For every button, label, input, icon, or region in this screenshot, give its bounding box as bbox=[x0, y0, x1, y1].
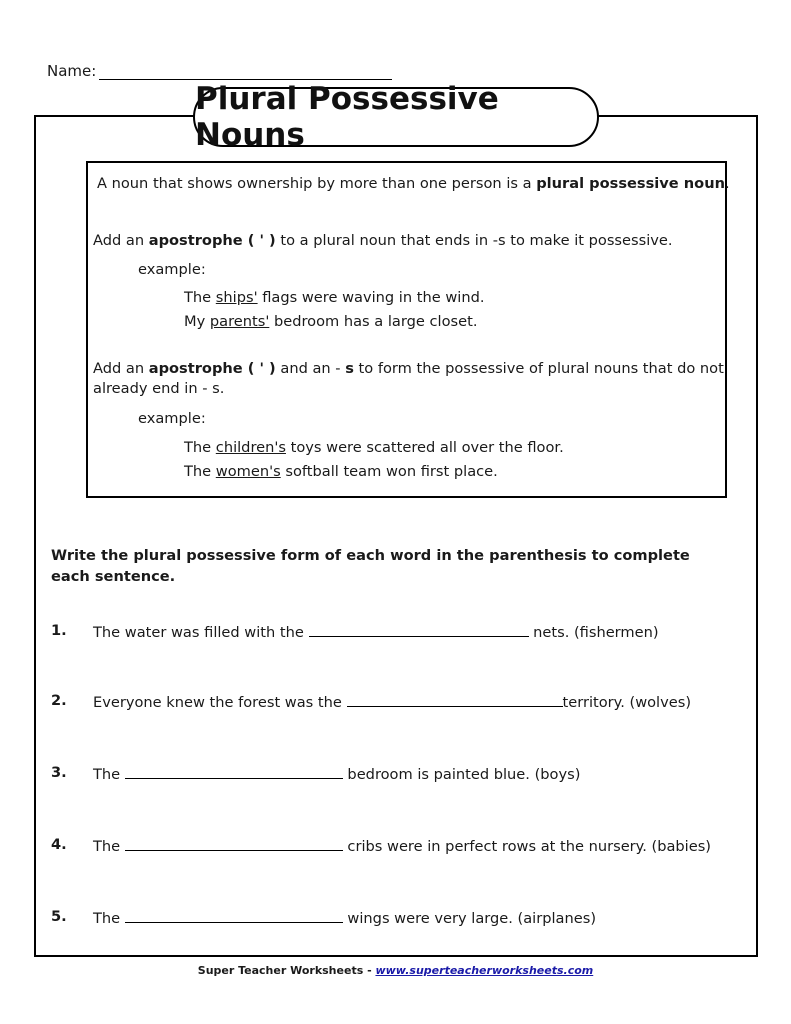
name-label: Name: bbox=[47, 62, 97, 80]
name-row bbox=[47, 62, 392, 80]
rule-2-apostrophe: apostrophe ( ' ) bbox=[148, 360, 276, 377]
example-1a-pre: The bbox=[184, 289, 216, 306]
question-4-answer-blank[interactable] bbox=[125, 836, 343, 851]
rule-1-apostrophe: apostrophe ( ' ) bbox=[148, 232, 276, 249]
definition-text: A noun that shows ownership by more than one person is a bbox=[97, 175, 537, 192]
example-2b-word: women's bbox=[215, 463, 281, 480]
rule-2-s: s bbox=[345, 360, 354, 377]
rule-1-text: Add an bbox=[93, 232, 149, 249]
footer-link[interactable]: www.superteacherworksheets.com bbox=[375, 964, 594, 977]
example-2b-pre: The bbox=[184, 463, 216, 480]
question-1-after: nets. (fishermen) bbox=[528, 624, 659, 641]
example-1b-pre: My bbox=[184, 313, 210, 330]
question-1-number: 1. bbox=[51, 622, 67, 639]
question-5-number: 5. bbox=[51, 908, 67, 925]
example-1b bbox=[184, 312, 477, 332]
example-2a-post: toys were scattered all over the floor. bbox=[285, 439, 564, 456]
rule-2-rest: to form the possessive of plural nouns that do not bbox=[353, 360, 724, 377]
question-5-after: wings were very large. (airplanes) bbox=[342, 910, 597, 927]
question-4-after: cribs were in perfect rows at the nursery. (babies) bbox=[342, 838, 712, 855]
definition-period: . bbox=[724, 175, 730, 192]
question-1 bbox=[93, 622, 659, 641]
question-1-answer-blank[interactable] bbox=[309, 622, 529, 637]
question-5 bbox=[93, 908, 596, 927]
question-4-before: The bbox=[93, 838, 125, 855]
question-5-answer-blank[interactable] bbox=[125, 908, 343, 923]
question-3-after: bedroom is painted blue. (boys) bbox=[342, 766, 581, 783]
question-2-number: 2. bbox=[51, 692, 67, 709]
example-1b-post: bedroom has a large closet. bbox=[269, 313, 478, 330]
footer bbox=[0, 964, 791, 977]
question-1-before: The water was filled with the bbox=[93, 624, 309, 641]
question-3 bbox=[93, 764, 580, 783]
page-title-text: Plural Possessive Nouns bbox=[195, 81, 499, 153]
instructions: Write the plural possessive form of each word in the parenthesis to complete each sentence. bbox=[51, 547, 690, 585]
question-3-answer-blank[interactable] bbox=[125, 764, 343, 779]
example-2a bbox=[184, 438, 564, 458]
example-1b-word: parents' bbox=[209, 313, 270, 330]
definition-term: plural possessive noun bbox=[536, 175, 725, 192]
rule-2-line-2: already end in - s. bbox=[93, 380, 225, 397]
definition-line bbox=[97, 174, 730, 194]
example-2b bbox=[184, 462, 498, 482]
question-2-answer-blank[interactable] bbox=[347, 692, 563, 707]
rule-1-rest: to a plural noun that ends in -s to make it possessive. bbox=[275, 232, 673, 249]
example-1a bbox=[184, 288, 484, 308]
question-4-number: 4. bbox=[51, 836, 67, 853]
footer-brand: Super Teacher Worksheets - bbox=[197, 964, 376, 977]
question-2-after: territory. (wolves) bbox=[562, 694, 692, 711]
question-3-before: The bbox=[93, 766, 125, 783]
question-4 bbox=[93, 836, 711, 855]
page-title bbox=[193, 81, 599, 153]
name-input-line[interactable] bbox=[99, 65, 392, 80]
example-1a-word: ships' bbox=[215, 289, 258, 306]
example-label-2: example: bbox=[138, 410, 206, 427]
question-3-number: 3. bbox=[51, 764, 67, 781]
rule-2 bbox=[93, 359, 724, 379]
example-label-1: example: bbox=[138, 261, 206, 278]
example-1a-post: flags were waving in the wind. bbox=[257, 289, 485, 306]
example-2a-pre: The bbox=[184, 439, 216, 456]
question-2-before: Everyone knew the forest was the bbox=[93, 694, 347, 711]
example-2b-post: softball team won first place. bbox=[280, 463, 498, 480]
example-2a-word: children's bbox=[215, 439, 286, 456]
rule-1 bbox=[93, 231, 673, 251]
question-2 bbox=[93, 692, 691, 711]
question-5-before: The bbox=[93, 910, 125, 927]
rule-2-text: Add an bbox=[93, 360, 149, 377]
rule-2-mid: and an - bbox=[275, 360, 346, 377]
